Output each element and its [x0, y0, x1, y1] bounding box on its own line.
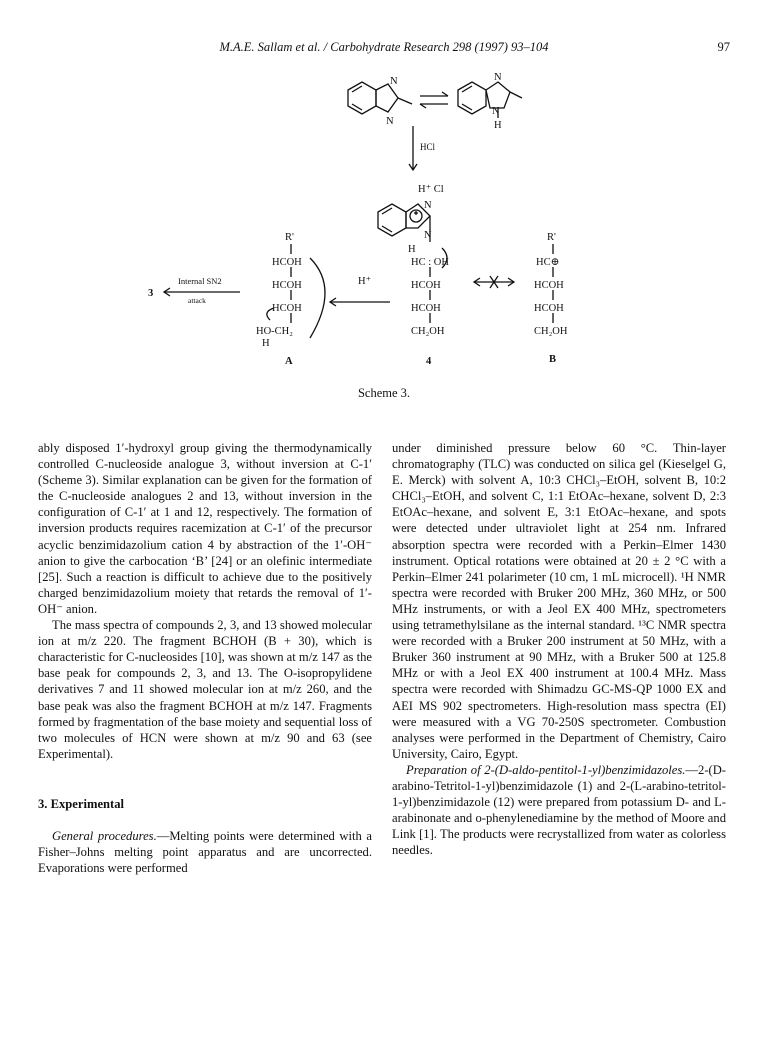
preparation-text: —2-(D-arabino-Tetritol-1-yl)benzimidazole (1) and 2-(L-arabino-tetritol-1-yl)benzimidazole (12) were prepared from potassium D- and L-arabinonate and o-phenylenediamine by the method of Moore and Link [1]. The products were recrystallized from water as colorless needles. — [392, 762, 726, 858]
ch2oh-4-label: CH₂OH — [411, 326, 445, 337]
ho-ch2-label: HO-CH₂ — [256, 326, 293, 337]
internal-sn2-label: Internal SN2 — [178, 276, 222, 286]
scheme-caption: Scheme 3. — [357, 386, 411, 400]
hc-oh-4-label: HC : OH — [411, 257, 449, 268]
right-paragraph-2 — [392, 762, 726, 859]
left-paragraph-1: ably disposed 1′-hydroxyl group giving the thermodynamically controlled C-nucleoside analogue 3, without inversion at C-1′ (Scheme 3). Similar explanation can be given for the formation of the C-nucleoside analogues 2 and 13, without inversion in the configuration of C-1′ at 1 and 12, respectively. The formation of inversion products requires racemization at C-1′ of the precursor acyclic benzimidazolium cation 4 by abstraction of the 1′-OH⁻ anion to give the carbocation ‘B’ [24] or an olefinic intermediate [25]. Such a reaction is difficult to achieve due to the positively charged benzimidazolium moiety that retards the removal of 1′-OH⁻ anion. — [38, 441, 372, 616]
h-plus-cl-label: H⁺ Cl — [418, 184, 444, 195]
n-cation-top-label: N — [424, 200, 432, 211]
scheme-3-figure — [120, 62, 660, 382]
hcoh-b1-label: HCOH — [534, 280, 564, 291]
equilibrium-arrows — [420, 92, 448, 108]
label-a: A — [285, 356, 293, 367]
left-paragraph-3 — [38, 828, 372, 876]
benzimidazole-right-structure — [458, 82, 522, 118]
n-label-bottom-left: N — [386, 116, 394, 127]
hcl-label: HCl — [420, 142, 436, 152]
hcoh-a3-label: HCOH — [272, 303, 302, 314]
hcoh-a1-label: HCOH — [272, 257, 302, 268]
h-label-right: H — [494, 120, 502, 131]
right-paragraph-1: under diminished pressure below 60 °C. Thin-layer chromatography (TLC) was conducted on silica gel (Kieselgel G, E. Merck) with solvent A, 10:3 CHCl₃–EtOH, solvent B, 10:2 CHCl₃–EtOH, and solvent C, 1:1 EtOAc–hexane, solvent D, 2:3 EtOAc–hexane, and solvent E, 3:1 EtOAc–hexane, and spots were detected under ultraviolet light at 254 nm. Infrared absorption spectra were recorded with a Perkin–Elmer 1430 instrument. Optical rotations were obtained at 20 ± 2 °C with a Perkin–Elmer 241 polarimeter (10 cm, 1 mL microcell). ¹H NMR spectra were recorded with Bruker 200 MHz, 360 MHz, or 500 MHz instruments, or with a Jeol EX 400 MHz, spectrometers using tetramethylsilane as the internal standard. ¹³C NMR spectra were recorded with a Bruker 200 instrument at 50 MHz, with a Bruker 360 instrument at 90 MHz, with a Bruker 500 at 125.8 MHz or with a Jeol EX 400 instrument at 100.4 MHz. Mass spectra were recorded with Shimadzu GC-MS-QP 1000 EX and AEI MS 902 spectrometers. High-resolution mass spectra (EI) were measured with a VG 70-250S spectrometer. Combustion analyses were performed in the Department of Chemistry, Cairo University, Cairo, Egypt. — [392, 441, 726, 761]
hcoh-4b-label: HCOH — [411, 303, 441, 314]
hcoh-a2-label: HCOH — [272, 280, 302, 291]
benzimidazolium-structure — [378, 204, 430, 242]
right-column — [392, 440, 726, 858]
label-b: B — [549, 354, 557, 365]
h-cation-label: H — [408, 244, 416, 255]
attack-label: attack — [188, 296, 206, 305]
blocked-arrow-4-b — [474, 276, 514, 288]
n-label-top-right: N — [494, 72, 502, 83]
product-3-label: 3 — [148, 288, 154, 299]
hcoh-b2-label: HCOH — [534, 303, 564, 314]
h-a-label: H — [262, 338, 270, 349]
running-head: M.A.E. Sallam et al. / Carbohydrate Research 298 (1997) 93–104 — [219, 40, 549, 54]
h-plus-mid-label: H⁺ — [358, 276, 372, 287]
general-procedures-text: —Melting points were determined with a Fisher–Johns melting point apparatus and are uncorrected. Evaporations were performed — [38, 828, 372, 876]
r-prime-b-label: R' — [547, 232, 556, 243]
hcoh-4a-label: HCOH — [411, 280, 441, 291]
n-label-bottom-right: N — [492, 106, 500, 117]
section-heading-experimental: 3. Experimental — [38, 796, 125, 811]
page-header — [38, 40, 730, 58]
n-label-top-left: N — [390, 76, 398, 87]
benzimidazole-left-structure — [348, 82, 412, 114]
r-prime-a-label: R' — [285, 232, 294, 243]
n-cation-bottom-label: N — [424, 230, 432, 241]
label-4: 4 — [426, 356, 432, 367]
left-column — [38, 440, 372, 876]
left-paragraph-2: The mass spectra of compounds 2, 3, and 13 showed molecular ion at m/z 220. The fragment BCHOH (B + 30), which is characteristic for C-nucleosides [10], was shown at m/z 147 as the base peak for compounds 2, 3, and 13. The O-isopropylidene derivatives 7 and 11 showed molecular ion at m/z 260, and the base peak was also the fragment BCHOH at m/z 147. Fragments formed by fragmentation of the base moiety and sequential loss of two molecules of HCN were shown at m/z 90 and 63 (see Experimental). — [38, 618, 372, 761]
ch2oh-b-label: CH₂OH — [534, 326, 568, 337]
preparation-lead: Preparation of 2-(D-aldo-pentitol-1-yl)benzimidazoles. — [406, 762, 686, 777]
hc-plus-b-label: HC⊕ — [536, 257, 560, 268]
general-procedures-lead: General procedures. — [52, 828, 157, 843]
page-number: 97 — [717, 40, 730, 54]
